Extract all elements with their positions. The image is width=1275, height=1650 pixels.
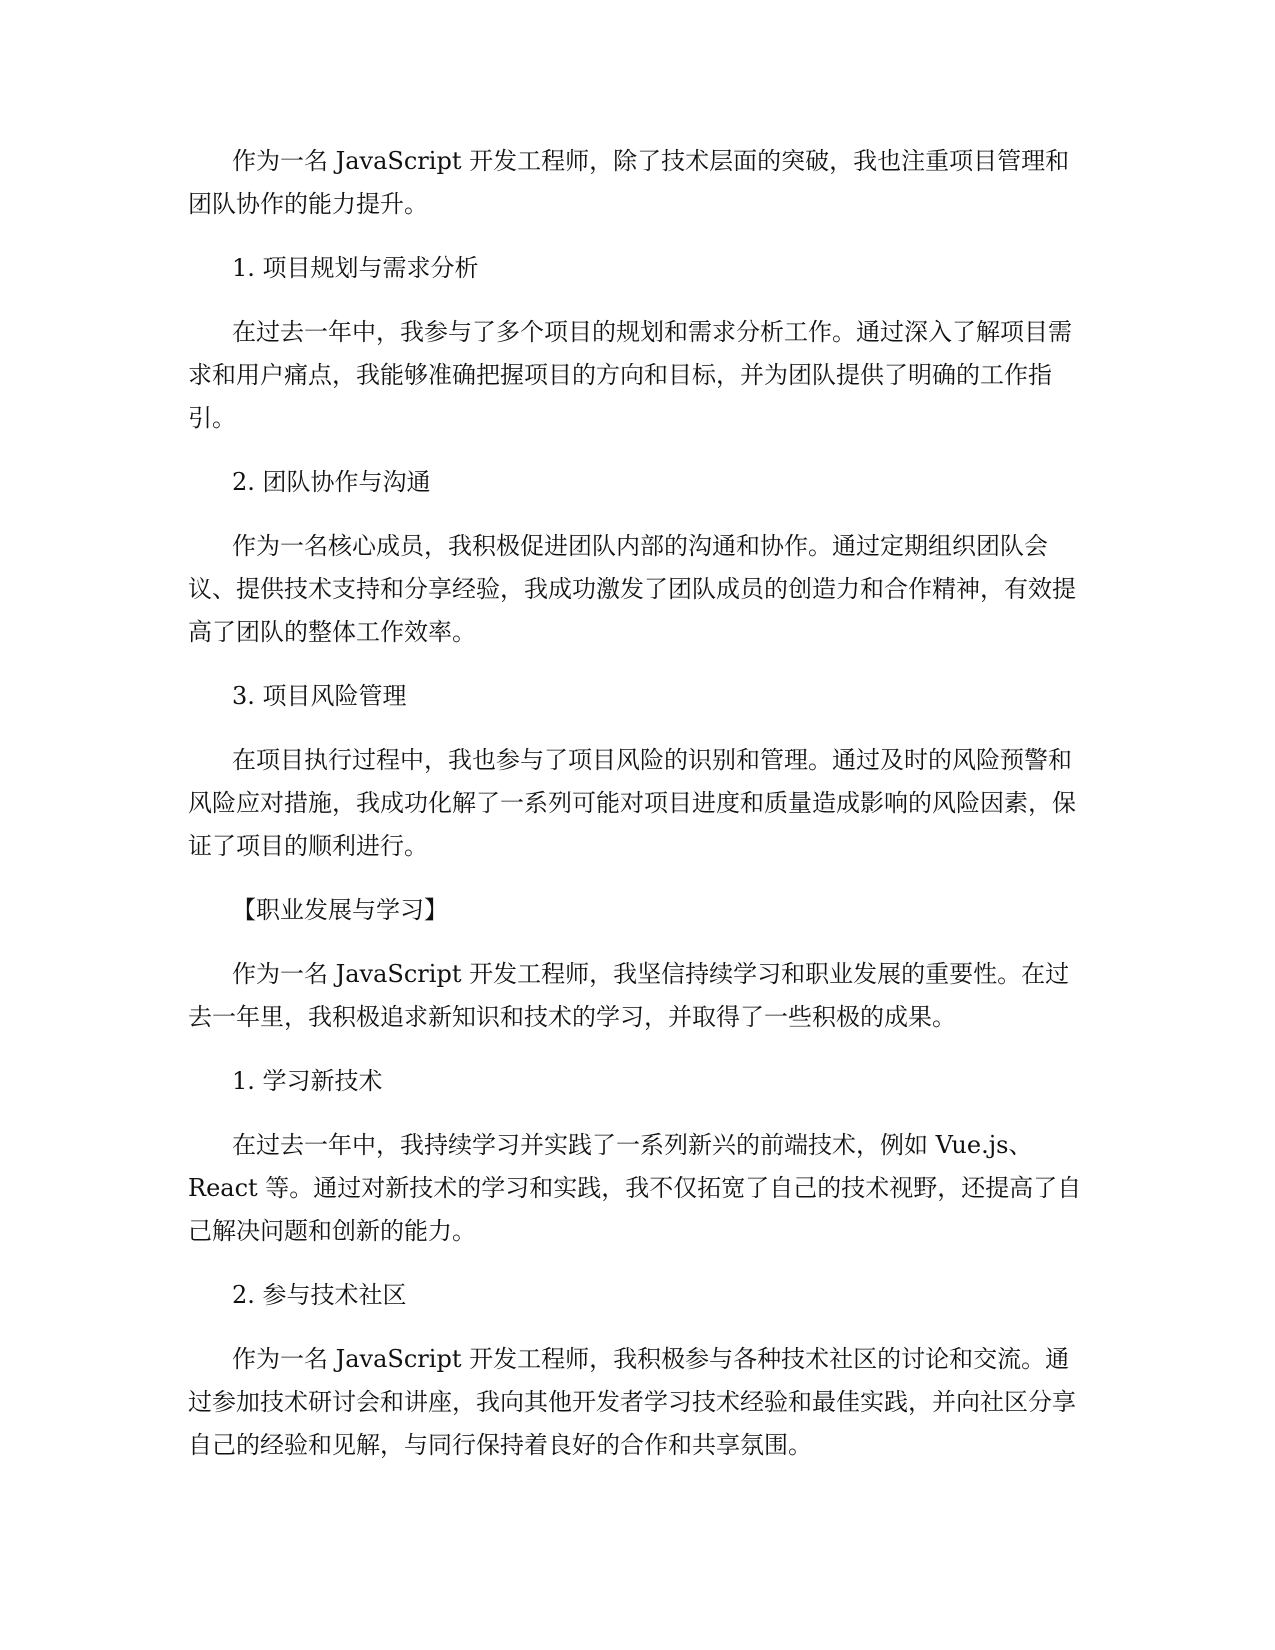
heading-tech-community: 2. 参与技术社区 <box>232 1281 407 1309</box>
paragraph-tech-community: 作为一名 JavaScript 开发工程师，我积极参与各种技术社区的讨论和交流。通过参加技术研讨会和讲座，我向其他开发者学习技术经验和最佳实践，并向社区分享自己的经验和见解，与同行保持着良好的合作和共享氛围。 <box>188 1345 1076 1459</box>
paragraph-risk-management: 在项目执行过程中，我也参与了项目风险的识别和管理。通过及时的风险预警和风险应对措施，我成功化解了一系列可能对项目进度和质量造成影响的风险因素，保证了项目的顺利进行。 <box>188 746 1076 860</box>
paragraph-intro: 作为一名 JavaScript 开发工程师，除了技术层面的突破，我也注重项目管理和团队协作的能力提升。 <box>188 147 1070 218</box>
heading-career-development: 【职业发展与学习】 <box>232 896 448 924</box>
paragraph-career-development: 作为一名 JavaScript 开发工程师，我坚信持续学习和职业发展的重要性。在过去一年里，我积极追求新知识和技术的学习，并取得了一些积极的成果。 <box>188 960 1070 1031</box>
paragraph-learn-new-tech: 在过去一年中，我持续学习并实践了一系列新兴的前端技术，例如 Vue.js、React 等。通过对新技术的学习和实践，我不仅拓宽了自己的技术视野，还提高了自己解决问题和创新的能力。 <box>188 1131 1082 1245</box>
heading-risk-management: 3. 项目风险管理 <box>232 682 407 710</box>
heading-project-planning: 1. 项目规划与需求分析 <box>232 254 479 282</box>
document-body <box>188 140 1088 1488</box>
paragraph-project-planning: 在过去一年中，我参与了多个项目的规划和需求分析工作。通过深入了解项目需求和用户痛点，我能够准确把握项目的方向和目标，并为团队提供了明确的工作指引。 <box>188 318 1072 432</box>
heading-learn-new-tech: 1. 学习新技术 <box>232 1067 383 1095</box>
paragraph-team-collaboration: 作为一名核心成员，我积极促进团队内部的沟通和协作。通过定期组织团队会议、提供技术支持和分享经验，我成功激发了团队成员的创造力和合作精神，有效提高了团队的整体工作效率。 <box>188 532 1076 646</box>
heading-team-collaboration: 2. 团队协作与沟通 <box>232 468 431 496</box>
